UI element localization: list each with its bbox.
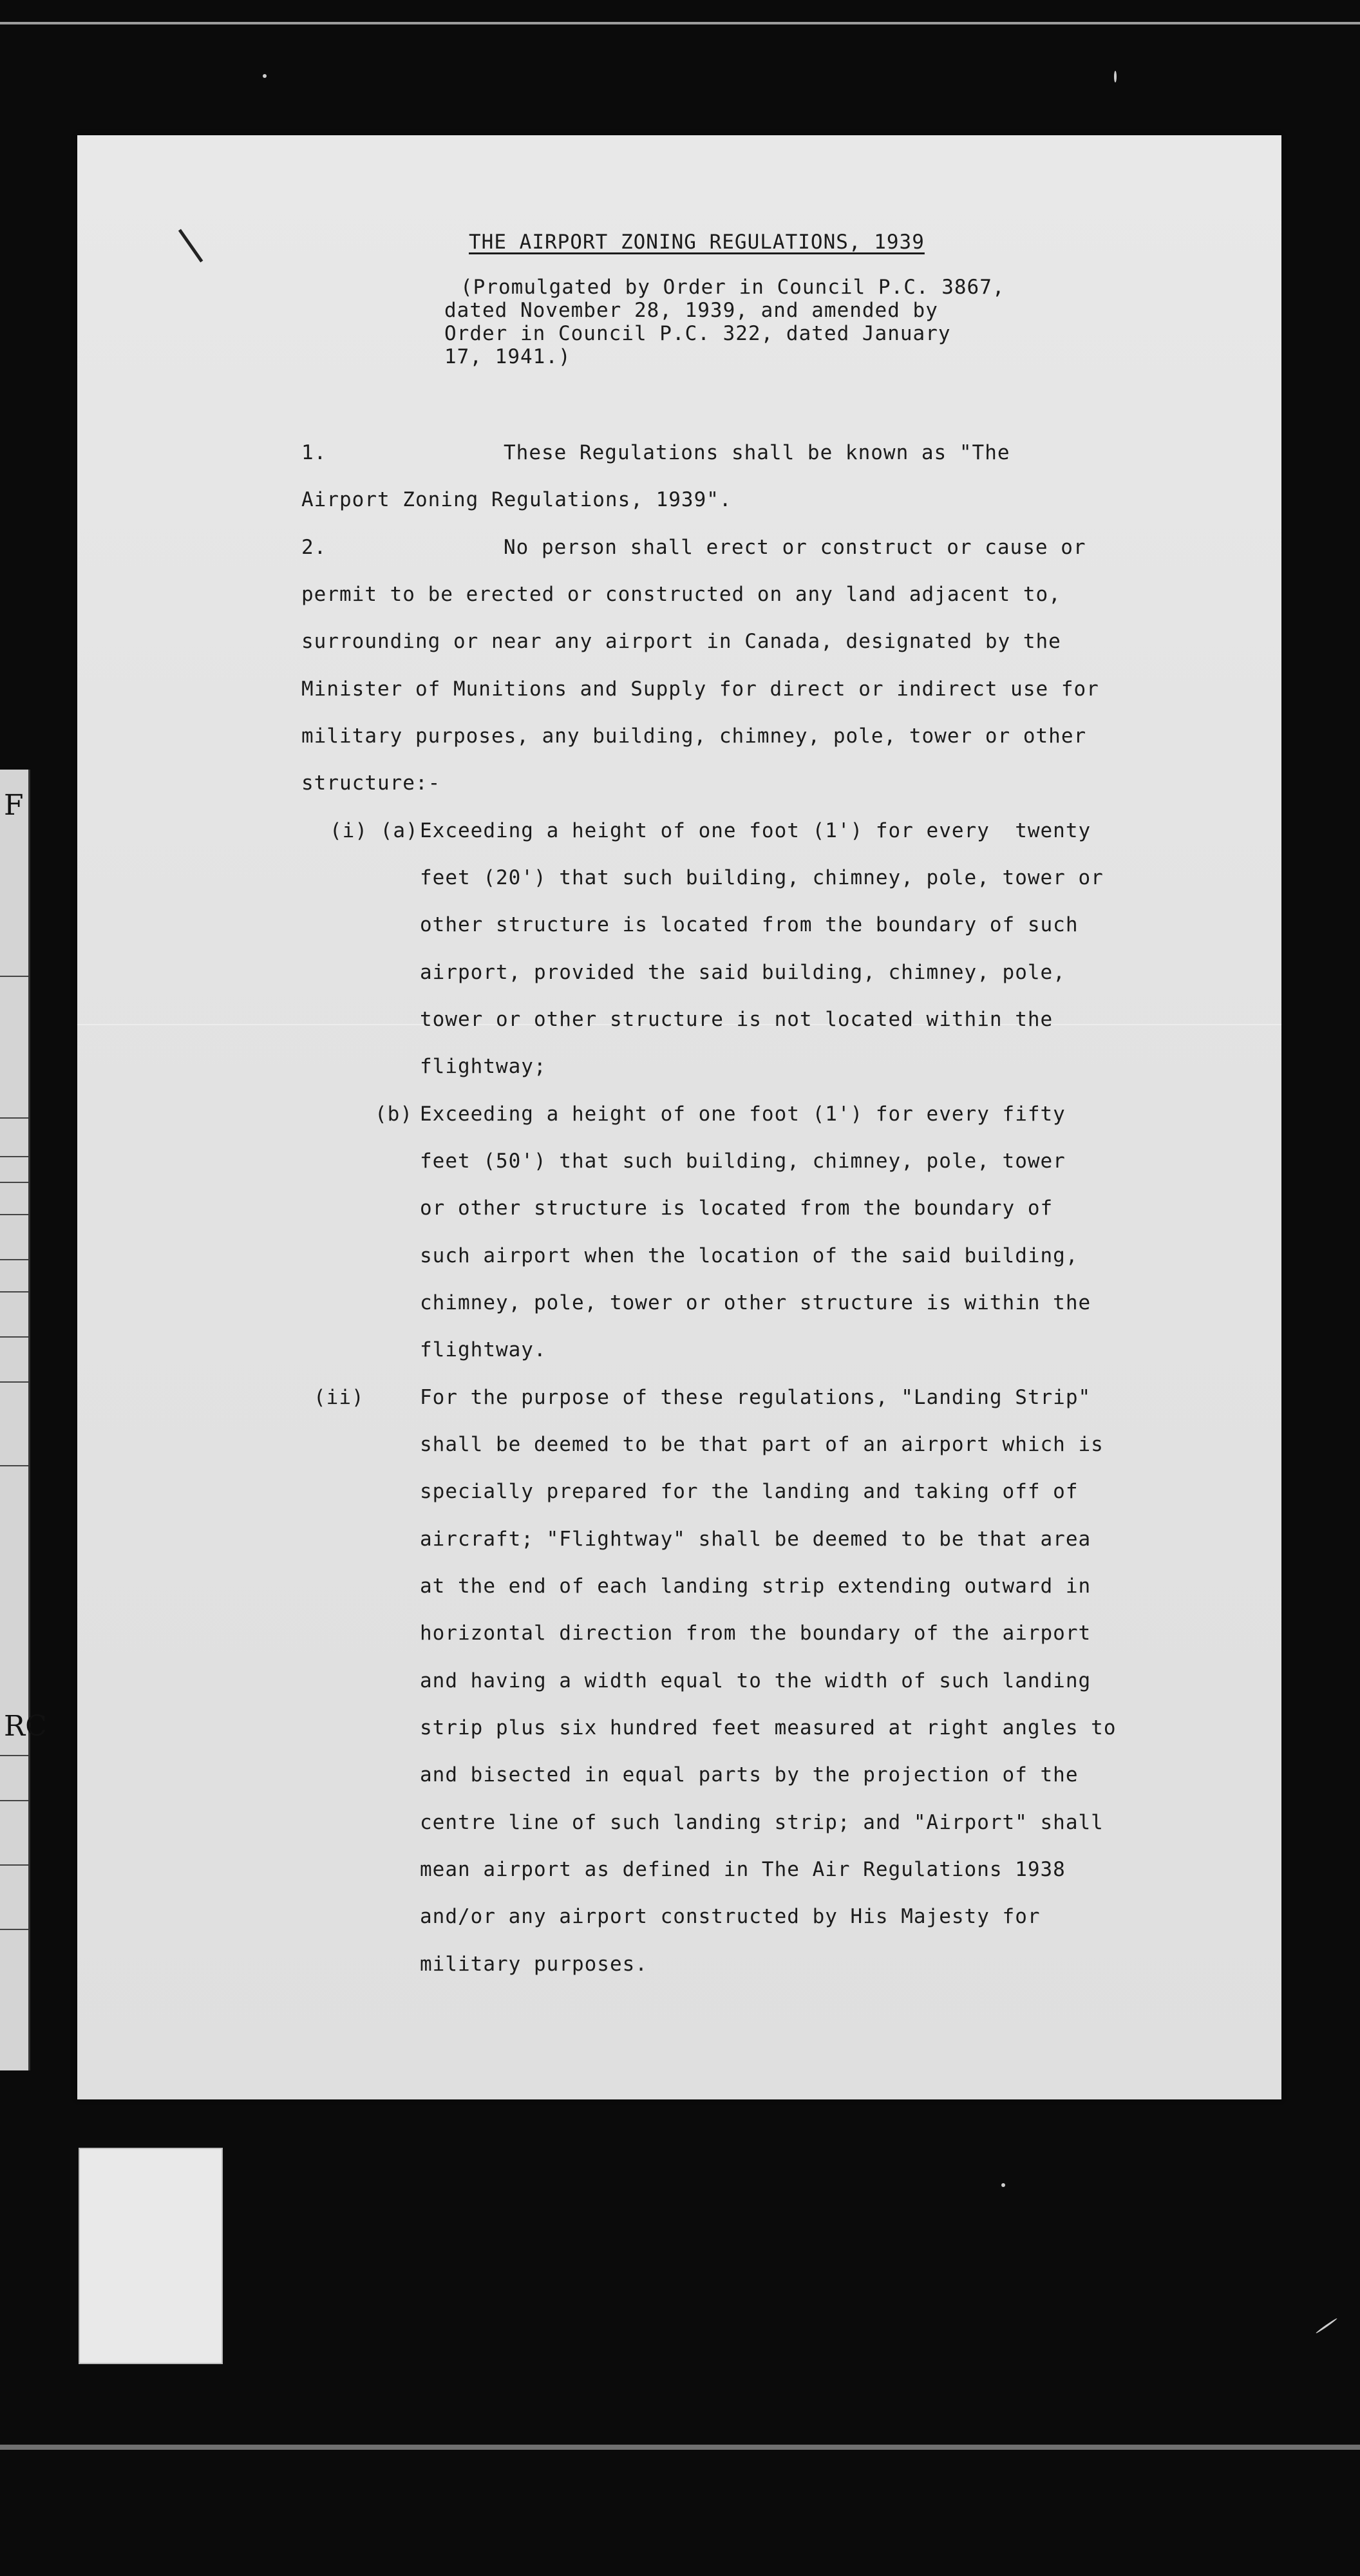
clause-line: and bisected in equal parts by the projection of the	[420, 1763, 1079, 1786]
paragraph-line: Minister of Munitions and Supply for direct or indirect use for	[301, 677, 1099, 701]
clause-line: centre line of such landing strip; and "Airport" shall	[420, 1811, 1104, 1834]
clause-line: feet (50') that such building, chimney, pole, tower	[420, 1150, 1066, 1173]
clause-line: tower or other structure is not located within the	[420, 1008, 1053, 1031]
clause-line: at the end of each landing strip extending outward in	[420, 1575, 1091, 1598]
clause-line: and having a width equal to the width of such landing	[420, 1669, 1091, 1692]
paragraph-line: These Regulations shall be known as "The	[504, 441, 1010, 464]
clause-line: flightway.	[420, 1338, 547, 1361]
clause-line: horizontal direction from the boundary of the airport	[420, 1622, 1091, 1645]
clause-line: Exceeding a height of one foot (1') for every twenty	[420, 819, 1091, 842]
clause-marker: (b)	[375, 1103, 413, 1126]
paragraph-line: surrounding or near any airport in Canada, designated by the	[301, 630, 1061, 653]
clause-marker: (i) (a)	[330, 819, 419, 842]
paragraph-number: 2.	[301, 536, 327, 559]
clause-line: military purposes.	[420, 1953, 648, 1976]
clause-line: mean airport as defined in The Air Regulations 1938	[420, 1858, 1066, 1881]
preamble-line: (Promulgated by Order in Council P.C. 3867,	[460, 276, 1005, 299]
clause-line: shall be deemed to be that part of an airport which is	[420, 1433, 1104, 1456]
document-title: THE AIRPORT ZONING REGULATIONS, 1939	[469, 231, 925, 254]
clause-line: or other structure is located from the boundary of	[420, 1197, 1053, 1220]
clause-line: chimney, pole, tower or other structure is within the	[420, 1291, 1091, 1314]
clause-line: such airport when the location of the said building,	[420, 1244, 1079, 1267]
paragraph-line: structure:-	[301, 772, 441, 795]
clause-line: airport, provided the said building, chimney, pole,	[420, 961, 1066, 984]
clause-line: other structure is located from the boundary of such	[420, 913, 1079, 936]
preamble-line: Order in Council P.C. 322, dated January	[444, 322, 951, 345]
margin-fragment-letters: RC	[4, 1710, 47, 1743]
paragraph-line: Airport Zoning Regulations, 1939".	[301, 488, 732, 511]
scan-speck	[1316, 2318, 1337, 2334]
paragraph-number: 1.	[301, 441, 327, 464]
clause-marker: (ii)	[314, 1386, 364, 1409]
clause-line: and/or any airport constructed by His Majesty for	[420, 1905, 1041, 1928]
clause-line: strip plus six hundred feet measured at right angles to	[420, 1716, 1117, 1739]
scan-speck	[1114, 71, 1117, 82]
scan-edge-top	[0, 22, 1360, 24]
margin-fragment-letter: F	[4, 789, 24, 822]
preamble-line: 17, 1941.)	[444, 345, 571, 368]
clause-line: aircraft; "Flightway" shall be deemed to be that area	[420, 1528, 1091, 1551]
scan-edge-bottom	[0, 2445, 1360, 2450]
clause-line: specially prepared for the landing and taking off of	[420, 1480, 1079, 1503]
clause-line: For the purpose of these regulations, "Landing Strip"	[420, 1386, 1091, 1409]
paragraph-line: No person shall erect or construct or cause or	[504, 536, 1086, 559]
paragraph-line: permit to be erected or constructed on any land adjacent to,	[301, 583, 1061, 606]
paragraph-line: military purposes, any building, chimney, pole, tower or other	[301, 724, 1087, 748]
paper-slip	[79, 2148, 223, 2364]
adjacent-page-strip	[0, 770, 47, 2070]
clause-line: Exceeding a height of one foot (1') for every fifty	[420, 1103, 1066, 1126]
scan-speck	[1001, 2183, 1005, 2187]
scan-speck	[263, 74, 267, 78]
preamble-line: dated November 28, 1939, and amended by	[444, 299, 938, 322]
clause-line: feet (20') that such building, chimney, pole, tower or	[420, 866, 1104, 889]
clause-line: flightway;	[420, 1055, 547, 1078]
